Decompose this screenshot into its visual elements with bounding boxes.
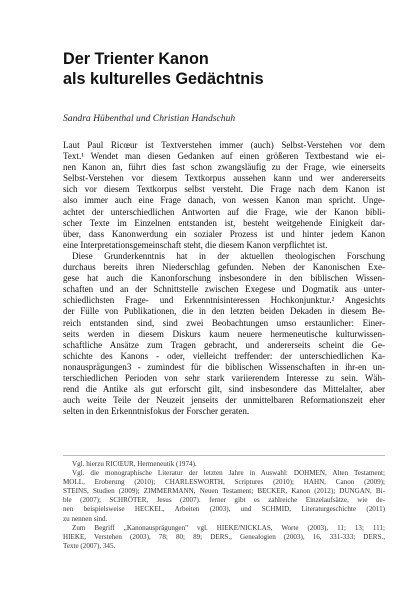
body-line: also immer auch eine Frage danach, von wessen Kanon man spricht. Unge-	[63, 195, 385, 206]
body-line: Selbst-Verstehen vor diesem Textkorpus aussehen kann und wer andererseits	[63, 173, 385, 184]
footnote-line: Texte (2007), 345.	[63, 541, 116, 550]
body-line: Diese Grunderkenntnis hat in der aktuellen theologischen Forschung	[72, 250, 385, 261]
body-line: nonausprägungen3 - zumindest für die biblischen Wissenschaften in ihr-en un-	[63, 361, 385, 372]
footnote-divider	[63, 455, 385, 456]
chapter-authors: Sandra Hübenthal und Christian Handschuh	[63, 113, 236, 124]
footnote-line: Zum Begriff „Kanonausprägungen" vgl. HIEKE/NICKLAS, Worte (2003), 11; 13; 111;	[72, 523, 385, 532]
footnote-line: ble (2007); SCHRÖTER, Jesus (2007). ferner gibt es zahlreiche Einzelaufsätze, wie de-	[63, 496, 385, 505]
body-line: gese hat auch die Kanonforschung insbesondere in den biblischen Wissen-	[63, 273, 385, 284]
footnotes	[63, 460, 385, 551]
body-line: sich vor diesem Textkorpus selbst versteht. Die Frage nach dem Kanon ist	[63, 184, 385, 195]
chapter-title-line-1: Der Trienter Kanon	[63, 50, 209, 68]
footnote-line: STEINS, Studien (2009); ZIMMERMANN, Neuen Testament; BECKER, Kanon (2012); DUNGAN, Bi-	[63, 487, 385, 496]
footnote-line: MOLL, Eroberung (2010); CHARLESWORTH, Scriptures (2010); HAHN, Canon (2009);	[63, 478, 385, 487]
chapter-title	[63, 50, 393, 89]
footnote-line: HIEKE, Verstehen (2003), 78; 80; 89; DERS., Genealogien (2003), 16, 331-333; DERS.,	[63, 532, 385, 541]
body-line: schaftliche Ansätze zum Tragen gebracht, und andererseits scheint die Ge-	[63, 339, 385, 350]
body-line: achtet der unterschiedlichen Antworten auf die Frage, wie der Kanon bibli-	[63, 206, 385, 217]
body-line: über, dass Kanonwerdung ein sozialer Prozess ist und hinter jedem Kanon	[63, 228, 385, 239]
body-line: seits werden in diesem Diskurs kaum neuere hermeneutische kulturwissen-	[63, 328, 385, 339]
body-line: auch weite Teile der Neuzeit jenseits der unmittelbaren Reformationszeit eher	[63, 395, 385, 406]
footnote-line: zu nennen sind.	[63, 514, 108, 523]
footnote-line: Vgl. die monographische Literatur der letzten Jahre in Auswahl: DOHMEN, Alten Testament;	[72, 469, 385, 478]
body-line: durchaus bereits ihren Niederschlag gefunden. Neben der Kanonischen Exe-	[63, 262, 385, 273]
body-line: reich entstanden sind, sind zwei Beobachtungen umso erstaunlicher: Einer-	[63, 317, 385, 328]
body-line: Text.¹ Wendet man diesen Gedanken auf einen größeren Textbestand wie ei-	[63, 151, 385, 162]
footnote-line: Vgl. hierzu RICŒUR, Hermeneutik (1974).	[72, 460, 197, 468]
body-line: schiedlichsten Frage- und Erkenntnisinteressen Hochkonjunktur.² Angesichts	[63, 295, 385, 306]
chapter-title-line-2: als kulturelles Gedächtnis	[63, 69, 264, 88]
footnote-line: nen beispielsweise HECKEL, Arbeiten (2003), und SCHMID, Literaturgeschichte (2011)	[63, 505, 385, 514]
body-line: schaften und an der Schnittstelle zwischen Exegese und Dogmatik aus unter-	[63, 284, 385, 295]
body-line: schichte des Kanons - oder, vielleicht treffender: der unterschiedlichen Ka-	[63, 350, 385, 361]
body-line: eine Interpretationsgemeinschaft steht, die diesem Kanon verpflichtet ist.	[63, 239, 328, 250]
body-line: Laut Paul Ricœur ist Textverstehen immer (auch) Selbst-Verstehen vor dem	[63, 140, 385, 150]
body-line: scher Texte im Einzelnen entstanden ist, besteht weitgehende Einigkeit dar-	[63, 217, 385, 228]
body-line: nen Kanon an, führt dies fast schon zwangsläufig zu der Frage, wie einerseits	[63, 162, 385, 173]
body-line: der Fülle von Publikationen, die in den letzten beiden Dekaden in diesem Be-	[63, 306, 385, 317]
body-line: terschiedlichen Perioden von sehr stark variierendem Interesse zu sein. Wäh-	[63, 372, 385, 383]
body-line: selten in den Erkenntnisfokus der Forscher geraten.	[63, 406, 250, 417]
body-text	[63, 140, 385, 417]
body-line: rend die Antike als gut erforscht gilt, sind insbesondere das Mittelalter, aber	[63, 384, 385, 395]
